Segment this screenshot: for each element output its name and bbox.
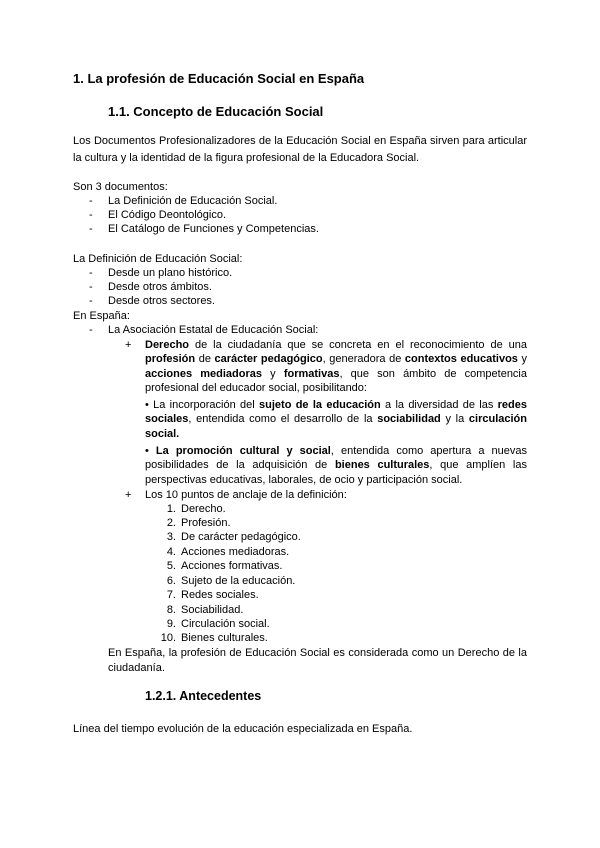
bold-term: sujeto de la educación bbox=[259, 399, 381, 411]
list-item: Acciones mediadoras. bbox=[181, 546, 290, 558]
derecho-paragraph bbox=[145, 338, 527, 396]
bold-term: acciones mediadoras bbox=[145, 367, 262, 380]
number-marker: 10. bbox=[160, 632, 176, 644]
plus-marker: + bbox=[125, 339, 132, 351]
text-run: y bbox=[517, 353, 527, 366]
bold-term: La promoción cultural y social bbox=[155, 445, 331, 457]
text-run: y bbox=[262, 367, 284, 380]
bold-term: redes sociales bbox=[145, 399, 528, 426]
text-run: de la ciudadanía que se concreta en el reconocimiento de una bbox=[189, 339, 527, 351]
association-label: La Asociación Estatal de Educación Social: bbox=[108, 324, 319, 336]
number-marker: 2. bbox=[166, 517, 176, 529]
bold-term: sociabilidad bbox=[377, 413, 441, 426]
bold-term: carácter pedagógico bbox=[214, 353, 323, 366]
text-run: , entendida como el desarrollo de la bbox=[188, 413, 378, 426]
list-item: Circulación social. bbox=[181, 618, 270, 630]
promocion-paragraph bbox=[145, 444, 527, 487]
bold-term: Derecho bbox=[145, 339, 190, 351]
dash-marker: - bbox=[89, 195, 93, 207]
number-marker: 6. bbox=[166, 575, 176, 587]
dash-marker: - bbox=[89, 281, 93, 293]
text-run: de bbox=[195, 353, 215, 366]
dash-marker: - bbox=[89, 324, 93, 336]
subsection-heading: 1.1. Concepto de Educación Social bbox=[108, 104, 324, 119]
list-item: Desde un plano histórico. bbox=[108, 267, 233, 279]
points-label: Los 10 puntos de anclaje de la definición: bbox=[145, 489, 347, 501]
text-run: • bbox=[145, 445, 156, 457]
text-run: y la bbox=[440, 413, 469, 426]
bold-term: bienes culturales bbox=[334, 459, 430, 472]
bold-term: contextos educativos bbox=[404, 353, 518, 366]
dash-marker: - bbox=[89, 223, 93, 235]
dash-marker: - bbox=[89, 267, 93, 279]
number-marker: 8. bbox=[166, 604, 176, 616]
text-run: a la diversidad de las bbox=[380, 399, 498, 411]
list-item: Sociabilidad. bbox=[181, 604, 244, 616]
bold-term: circulación social. bbox=[145, 413, 527, 440]
number-marker: 9. bbox=[166, 618, 176, 630]
list-item: La Definición de Educación Social. bbox=[108, 195, 278, 207]
bold-term: formativas bbox=[283, 367, 340, 380]
dash-marker: - bbox=[89, 295, 93, 307]
text-run: • La incorporación del bbox=[145, 399, 260, 411]
section-heading: 1. La profesión de Educación Social en España bbox=[73, 71, 365, 86]
plus-marker: + bbox=[125, 489, 132, 501]
list-item: Sujeto de la educación. bbox=[181, 575, 296, 587]
closing-paragraph: En España, la profesión de Educación Social es considerada como un Derecho de la ciudadanía. bbox=[108, 647, 527, 674]
text-run: , generadora de bbox=[322, 353, 405, 366]
list-item: El Código Deontológico. bbox=[108, 209, 227, 221]
text-run: , que amplíen las perspectivas educativas, laborales, de ocio y participación social. bbox=[145, 459, 527, 486]
antecedentes-heading: 1.2.1. Antecedentes bbox=[145, 689, 262, 703]
list-item: Desde otros sectores. bbox=[108, 295, 215, 307]
spain-label: En España: bbox=[73, 310, 130, 322]
list-item: Desde otros ámbitos. bbox=[108, 281, 212, 293]
number-marker: 7. bbox=[166, 589, 176, 601]
list-item: De carácter pedagógico. bbox=[181, 531, 301, 543]
intro-paragraph: Los Documentos Profesionalizadores de la Educación Social en España sirven para articular la cultura y la identidad de la figura profesional de la Educadora Social. bbox=[73, 135, 527, 164]
number-marker: 5. bbox=[166, 560, 176, 572]
docs-label: Son 3 documentos: bbox=[73, 181, 168, 193]
list-item: El Catálogo de Funciones y Competencias. bbox=[108, 223, 319, 235]
list-item: Derecho. bbox=[181, 503, 226, 515]
list-item: Redes sociales. bbox=[181, 589, 259, 601]
number-marker: 4. bbox=[166, 546, 176, 558]
list-item: Acciones formativas. bbox=[181, 560, 283, 572]
timeline-text: Línea del tiempo evolución de la educación especializada en España. bbox=[73, 723, 413, 735]
list-item: Bienes culturales. bbox=[181, 632, 268, 644]
number-marker: 1. bbox=[166, 503, 176, 515]
definition-label: La Definición de Educación Social: bbox=[73, 253, 243, 265]
text-run: , que son ámbito de competencia profesional del educador social, posibilitando: bbox=[145, 367, 527, 395]
list-item: Profesión. bbox=[181, 517, 231, 529]
number-marker: 3. bbox=[166, 531, 176, 543]
text-run: , entendida como apertura a nuevas posibilidades de la adquisición de bbox=[145, 445, 527, 472]
incorporacion-paragraph bbox=[145, 398, 527, 441]
bold-term: profesión bbox=[145, 353, 196, 366]
dash-marker: - bbox=[89, 209, 93, 221]
